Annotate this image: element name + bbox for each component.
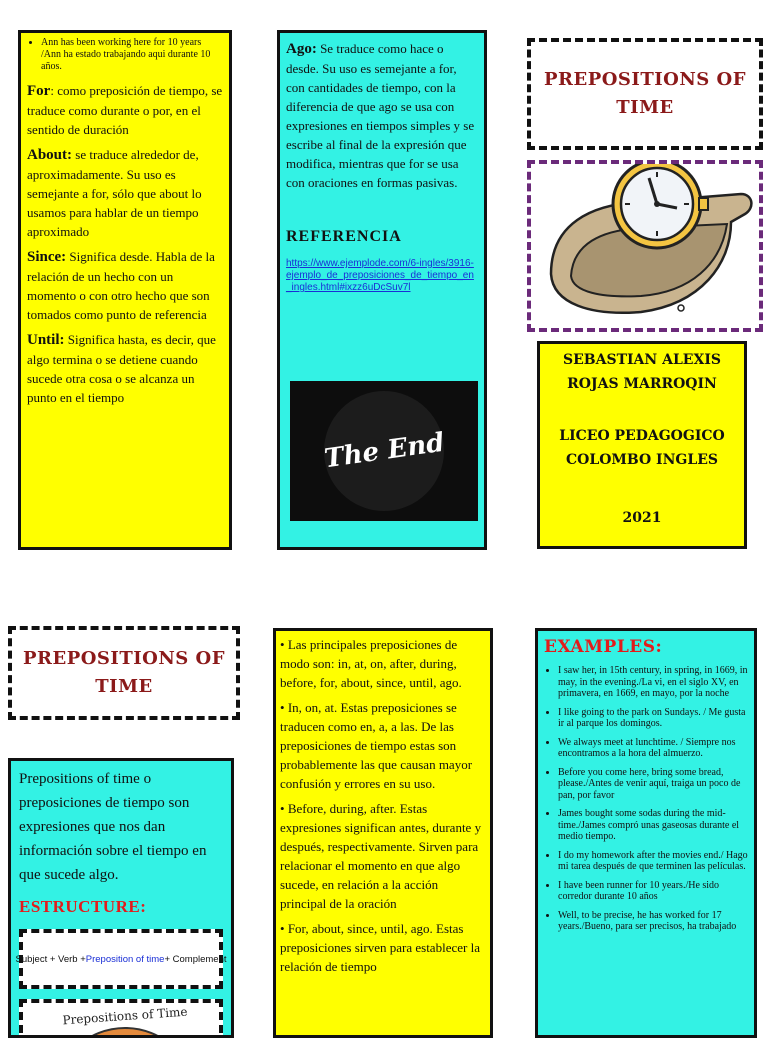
title-box-top: [527, 38, 763, 150]
panel-ago-reference: [277, 30, 487, 550]
the-end-text: The End: [322, 427, 446, 475]
example-bullet-list: [27, 37, 223, 73]
section-title: PREPOSITIONS OF TIME: [22, 648, 226, 697]
author-name: SEBASTIAN ALEXIS ROJAS MARROQIN: [563, 352, 721, 392]
about-text: se traduce alrededor de, aproximadamente. Su uso es semejante a for, sólo que about lo usamos para hablar de un tiempo aproximado: [27, 147, 202, 239]
example-item: • I do my homework after the movies end./ Hago mi tarea después de que terminen las películas.: [558, 850, 748, 873]
panel-principal-prepositions: [273, 628, 493, 1038]
principal-prepositions-list: [280, 635, 484, 976]
badge-text: Prepositions of Time: [62, 1004, 188, 1028]
structure-title: ESTRUCTURE:: [19, 897, 147, 916]
list-item: • For, about, since, until, ago. Estas preposiciones sirven para establecer la relación de tiempo: [280, 921, 480, 974]
panel-intro-structure: [8, 758, 234, 1038]
example-item: • Well, to be precise, he has worked for 17 years./Bueno, para ser precisos, ha trabajado: [558, 910, 748, 933]
examples-title: EXAMPLES:: [544, 637, 663, 657]
list-item: • Las principales preposiciones de modo son: in, at, on, after, during, before, for, about, since, until, ago.: [280, 637, 462, 690]
examples-list: [544, 665, 748, 933]
intro-paragraph: Prepositions of time o preposiciones de tiempo son expresiones que nos dan información sobre el tiempo en que sucede algo.: [19, 771, 207, 883]
example-item: • Before you come here, bring some bread, please./Antes de venir aquí, traiga un poco de pan, por favor: [558, 767, 748, 802]
example-item: • I like going to the park on Sundays. / Me gusta ir al parque los domingos.: [558, 707, 748, 730]
panel-prepositions-definitions: [18, 30, 232, 550]
since-text: Significa desde. Habla de la relación de un hecho con un momento o con otro hecho que son tomados como punto de referencia: [27, 249, 215, 322]
example-bullet: • Ann has been working here for 10 years /Ann ha estado trabajando aqui durante 10 años.: [41, 37, 223, 73]
panel-examples: [535, 628, 757, 1038]
for-paragraph: [27, 81, 223, 139]
cover-title: PREPOSITIONS OF TIME: [543, 69, 747, 118]
year: 2021: [622, 510, 662, 526]
wristwatch-icon: [531, 164, 759, 328]
cover-info-panel: [537, 341, 747, 549]
badge-box: [19, 999, 223, 1038]
formula-part-2: + Complement: [164, 953, 227, 965]
school-name: LICEO PEDAGOGICO COLOMBO INGLES: [559, 428, 725, 468]
example-item: • James bought some sodas during the mid-time./James compró unas gaseosas durante el medio tiempo.: [558, 808, 748, 843]
reference-title: REFERENCIA: [286, 228, 402, 245]
example-item: • I saw her, in 15th century, in spring, in 1669, in may, in the evening./La vi, en el siglo XV, en primavera, en 1669, en mayo, por la noche: [558, 665, 748, 700]
until-text: Significa hasta, es decir, que algo termina o se detiene cuando sucede otra cosa o se alcanza un punto en el tiempo: [27, 332, 216, 405]
since-paragraph: [27, 247, 223, 324]
about-paragraph: [27, 145, 223, 241]
ago-term: Ago:: [286, 41, 317, 57]
until-paragraph: [27, 330, 223, 407]
ago-text: Se traduce como hace o desde. Su uso es semejante a for, con cantidades de tiempo, con la diferencia de que ago se usa con expresiones en tiempos simples y se escribe al final de la expresión que modifica, mientras que for se usa con oraciones en formas pasivas.: [286, 41, 475, 190]
since-term: Since:: [27, 249, 67, 265]
example-item: • I have been runner for 10 years./He sido corredor durante 10 años: [558, 880, 748, 903]
about-term: About:: [27, 147, 73, 163]
formula-part-1: Subject + Verb +: [15, 953, 86, 965]
until-term: Until:: [27, 332, 65, 348]
for-text: : como preposición de tiempo, se traduce como durante o por, en el sentido de duración: [27, 83, 223, 137]
formula-preposition: Preposition of time: [85, 953, 165, 965]
ago-paragraph: [286, 39, 478, 192]
the-end-image: [290, 381, 478, 521]
formula-box: [15, 929, 227, 989]
example-item: • We always meet at lunchtime. / Siempre nos encontramos a la hora del almuerzo.: [558, 737, 748, 760]
list-item: • In, on, at. Estas preposiciones se traducen como en, a, a las. De las preposiciones de tiempo estas son probablemente las que causan mayor confusión y errores en su uso.: [280, 700, 473, 791]
reference-link[interactable]: https://www.ejemplode.com/6-ingles/3916-ejemplo_de_preposiciones_de_tiempo_en_ingles.html#ixzz6uDcSuv7l: [286, 258, 474, 293]
for-term: For: [27, 83, 51, 99]
title-box-bottom: [8, 626, 240, 720]
watch-image-frame: [527, 160, 763, 332]
list-item: • Before, during, after. Estas expresiones significan antes, durante y después, respectivamente. Sirven para relacionar el momento en que algo sucede, en relación a la acción principal de la oración: [280, 801, 482, 911]
